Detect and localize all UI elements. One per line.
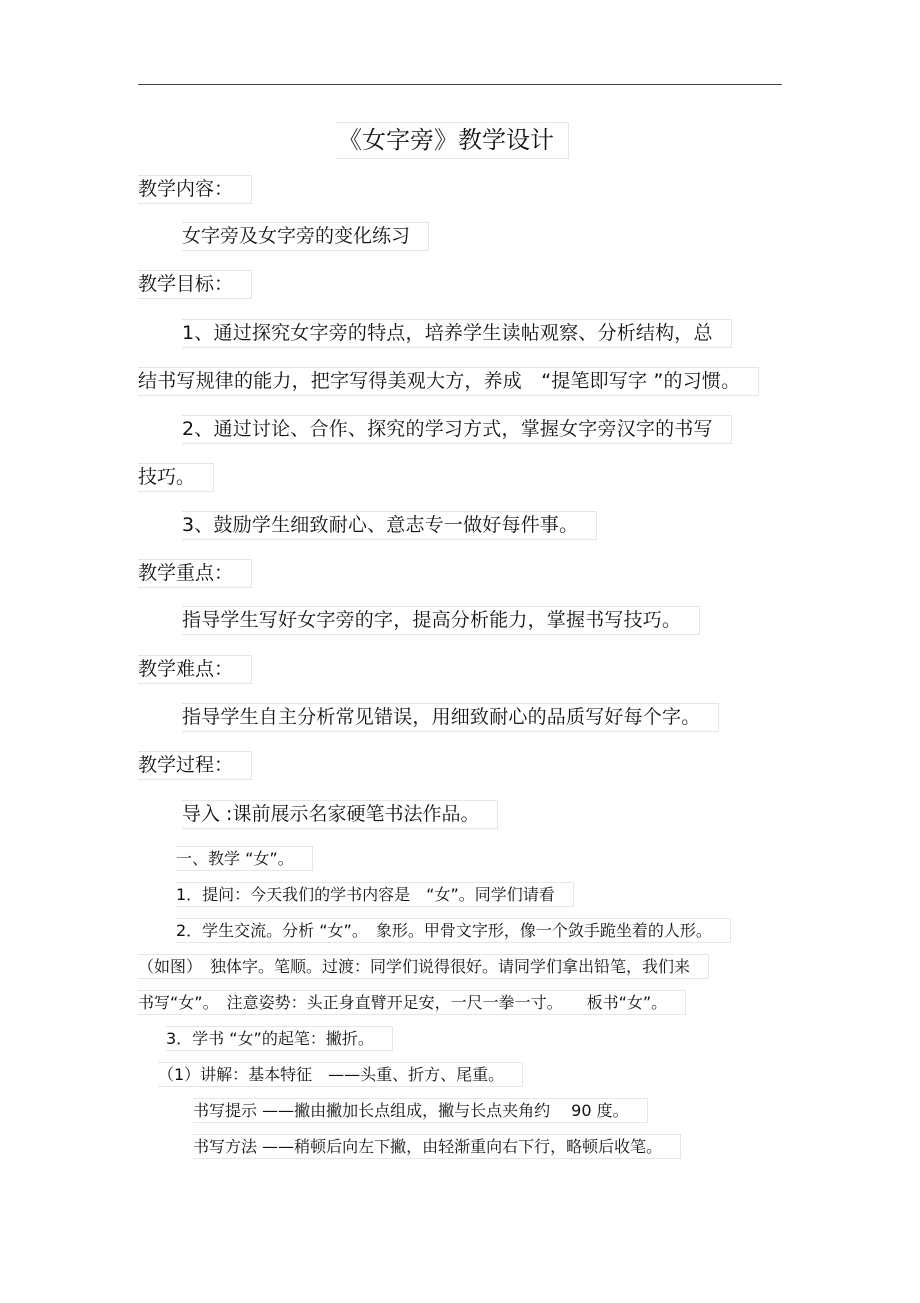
difficulty-text: 指导学生自主分析常见错误，用细致耐心的品质写好每个字。 [182,703,719,732]
difficulty-heading: 教学难点： [138,655,252,684]
goal-3: 3、鼓励学生细致耐心、意志专一做好每件事。 [182,511,597,540]
content-text: 女字旁及女字旁的变化练习 [182,222,429,251]
goal-1-line-1: 1、通过探究女字旁的特点，培养学生读帖观察、分析结构，总 [182,319,732,348]
step-2-line-1: 2．学生交流。分析 “女”。 象形。甲骨文字形，像一个敛手跪坐着的人形。 [176,918,731,943]
step-1: 1．提问：今天我们的学书内容是 “女”。同学们请看 [176,882,574,907]
goal-2-line-2: 技巧。 [138,463,214,492]
goal-2-line-1: 2、通过讨论、合作、探究的学习方式，掌握女字旁汉字的书写 [182,415,732,444]
document-title: 《女字旁》教学设计 [336,122,569,159]
writing-method: 书写方法 ——稍顿后向左下撇，由轻渐重向右下行，略顿后收笔。 [193,1134,681,1159]
goals-heading: 教学目标： [138,270,252,299]
intro-text: 导入 :课前展示名家硬笔书法作品。 [182,800,498,829]
header-rule [138,84,782,85]
process-heading: 教学过程： [138,751,252,780]
step-2-line-2: （如图） 独体字。笔顺。过渡：同学们说得很好。请同学们拿出铅笔，我们来 [138,954,709,979]
step-2-line-3: 书写“女”。 注意姿势：头正身直臂开足安，一尺一拳一寸。 板书“女”。 [138,990,686,1015]
section-1-heading: 一、教学 “女”。 [176,846,313,871]
content-heading: 教学内容： [138,175,252,204]
goal-1-line-2: 结书写规律的能力，把字写得美观大方，养成 “提笔即写字 ”的习惯。 [138,367,759,396]
key-points-text: 指导学生写好女字旁的字，提高分析能力，掌握书写技巧。 [182,606,700,635]
sub-point-1: （1）讲解：基本特征 ——头重、折方、尾重。 [158,1062,523,1087]
key-points-heading: 教学重点： [138,559,252,588]
writing-tip: 书写提示 ——撇由撇加长点组成，撇与长点夹角约 90 度。 [193,1098,648,1123]
step-3: 3．学书 “女”的起笔：撇折。 [166,1026,393,1051]
